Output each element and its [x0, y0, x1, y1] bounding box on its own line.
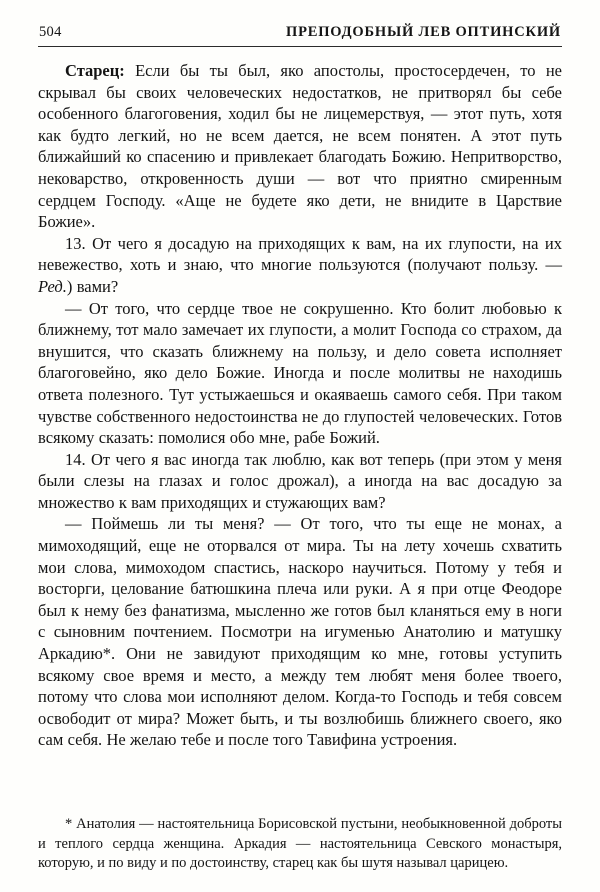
page-number: 504	[39, 24, 62, 40]
footnote	[38, 805, 562, 874]
editor-note-italic: Ред.	[38, 276, 67, 296]
paragraph-answer-14: — Поймешь ли ты меня? — От того, что ты еще не монах, а мимоходящий, еще не оторвался от мира. Ты на лету хочешь схватить мои слова, мимоходом спастись, наскоро научиться. Потому у тебя и восторги, целование батюшкина плеча или руки. А я при отце Феодоре был к нему без фанатизма, мысленно же готов был кланяться ему в ноги с сыновним почтением. Посмотри на игуменью Анатолию и матушку Аркадию*. Они не завидуют приходящим ко мне, готовы уступить всякому свое время и место, а между тем любят меня более твоего, потому что слова мои исполняют делом. Когда-то Господь и тебя совсем освободит от мира? Может быть, и ты возлюбишь ближнего своего, яко сам себя. Не желаю тебе и после того Тавифина устроения.	[38, 514, 562, 750]
question-13-text-end: ) вами?	[66, 276, 119, 296]
running-title: ПРЕПОДОБНЫЙ ЛЕВ ОПТИНСКИЙ	[285, 24, 561, 40]
paragraph-question-13	[38, 233, 562, 298]
footnote-text: * Анатолия — настоятельница Борисовской пустыни, необыкновенной доброты и теплого сердца женщина. Аркадия — настоятельница Севского монастыря, которую, и по виду и по достоинству, старец как бы шутя называл царицею.	[38, 816, 562, 872]
paragraph-question-14: 14. От чего я вас иногда так люблю, как вот теперь (при этом у меня были слезы на глазах и голос дрожал), а иногда на вас досадую за множество к вам приходящих и стужающих вам?	[38, 449, 562, 512]
page-body	[38, 60, 562, 751]
question-13-text: 13. От чего я досадую на приходящих к вам, на их глупости, на их невежество, хоть и знаю, что многие пользуются (получают пользу. —	[38, 233, 562, 275]
page-header	[38, 24, 562, 46]
header-rule	[38, 46, 562, 47]
paragraph-answer-13: — От того, что сердце твое не сокрушенно. Кто болит любовью к ближнему, тот мало замечает их глупости, а молит Господа со страхом, да внушится, что сказать ближнему на пользу, и дело совета исполняет благоговейно, яко дело Божие. Иногда и после молитвы не находишь ответа полезного. Тут устыжаешься и окаяваешь самого себя. При таком чувстве собственного недостоинства не до глупостей человеческих. Готов всякому сказать: помолися обо мне, рабе Божий.	[38, 298, 562, 448]
paragraph-lead-starets: Старец:	[65, 61, 125, 80]
paragraph-starets-text: Если бы ты был, яко апостолы, простосердечен, то не скрывал бы своих человеческих недостатков, не притворял бы себе особенного благоговения, ходил бы не лицемерствуя, — этот путь, хотя как будто легкий, но не всем дается, не всем понятен. А этот путь ближайший ко спасению и привлекает благодать Божию. Непритворство, нековарство, откровенность души — вот что приятно смиренным сердцем Господу. «Аще не будете яко дети, не внидите в Царствие Божие».	[38, 61, 562, 232]
paragraph-starets	[38, 60, 562, 233]
